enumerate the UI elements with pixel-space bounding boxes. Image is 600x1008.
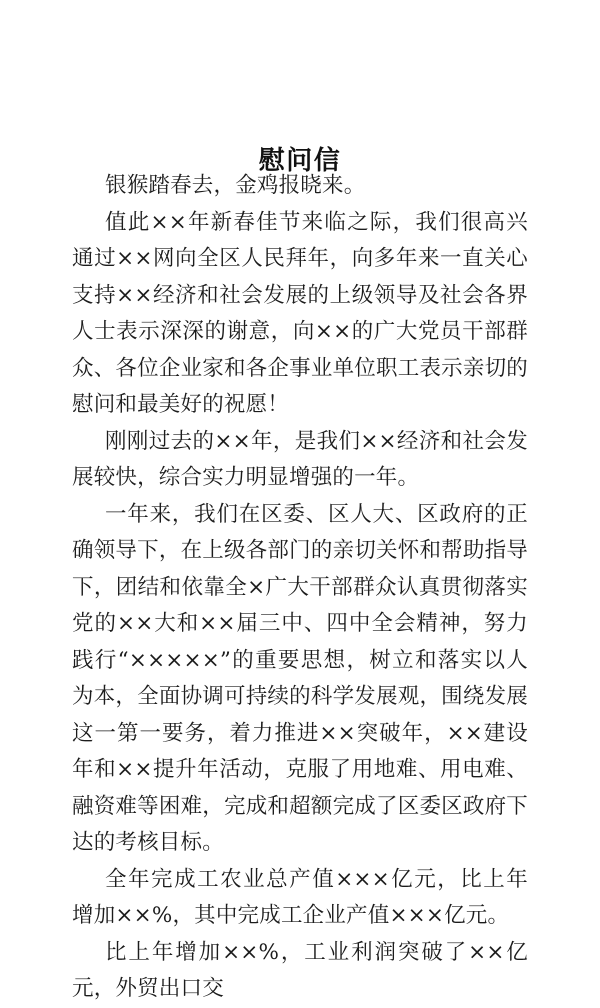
paragraph-5: 全年完成工农业总产值×××亿元，比上年增加××%，其中完成工企业产值×××亿元。 bbox=[72, 866, 528, 928]
document-title: 慰问信 bbox=[258, 146, 342, 177]
paragraph-3: 刚刚过去的××年，是我们××经济和社会发展较快，综合实力明显增强的一年。 bbox=[72, 428, 528, 490]
paragraph-2: 值此××年新春佳节来临之际，我们很高兴通过××网向全区人民拜年，向多年来一直关心支持××经济和社会发展的上级领导及社会各界人士表示深深的谢意，向××的广大党员干部群众、各位企业家和各企事业单位职工表示亲切的慰问和最美好的祝愿！ bbox=[72, 209, 528, 417]
paragraph-4: 一年来，我们在区委、区人大、区政府的正确领导下，在上级各部门的亲切关怀和帮助指导下，团结和依靠全×广大干部群众认真贯彻落实党的××大和××届三中、四中全会精神，努力践行“×××××”的重要思想，树立和落实以人为本，全面协调可持续的科学发展观，围绕发展这一第一要务，着力推进××突破年，××建设年和××提升年活动，克服了用地难、用电难、融资难等困难，完成和超额完成了区委区政府下达的考核目标。 bbox=[72, 501, 528, 855]
paragraph-1: 银猴踏春去，金鸡报晓来。 bbox=[105, 173, 366, 198]
document-body bbox=[72, 168, 528, 1001]
paragraph-6: 比上年增加××%，工业利润突破了××亿元，外贸出口交 bbox=[72, 939, 528, 1001]
